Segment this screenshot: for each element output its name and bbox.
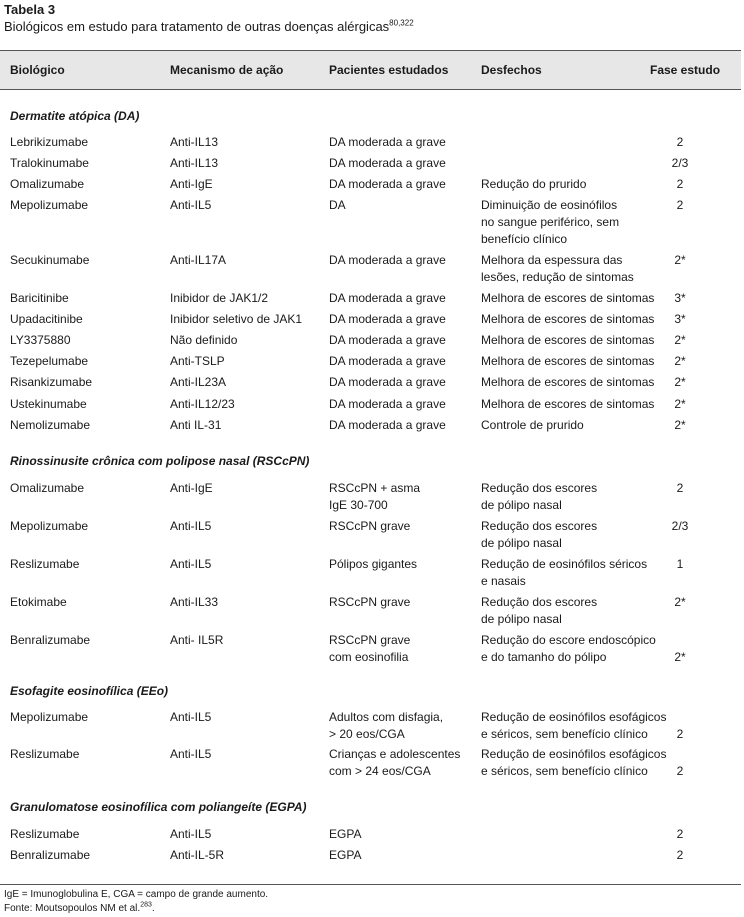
cell-fase: 2: [676, 764, 684, 778]
cell-pacientes: DA moderada a grave: [329, 354, 446, 368]
cell-biologico: Mepolizumabe: [10, 710, 89, 724]
cell-biologico: Omalizumabe: [10, 177, 85, 191]
cell-desfechos: Redução de eosinófilos esofágicos e séricos, sem benefício clínico: [481, 710, 667, 741]
cell-mecanismo: Anti-IL5: [170, 710, 212, 724]
cell-desfechos: Melhora da espessura das lesões, redução de sintomas: [481, 253, 634, 284]
cell-biologico: Etokimabe: [10, 595, 67, 609]
cell-fase: 2*: [674, 418, 686, 432]
cell-fase: 2: [676, 727, 684, 741]
cell-fase: 2*: [674, 375, 686, 389]
table-bottom-rule: [0, 884, 741, 885]
table-header: [0, 50, 741, 90]
cell-fase: 2*: [674, 253, 686, 267]
cell-mecanismo: Inibidor seletivo de JAK1: [170, 312, 303, 326]
cell-fase: 2*: [674, 354, 686, 368]
cell-biologico: Mepolizumabe: [10, 198, 89, 212]
cell-pacientes: DA moderada a grave: [329, 156, 446, 170]
cell-mecanismo: Anti-IL33: [170, 595, 219, 609]
cell-mecanismo: Anti-IL5: [170, 557, 212, 571]
cell-fase: 2: [676, 198, 684, 212]
cell-fase: 3*: [674, 291, 686, 305]
cell-mecanismo: Anti-TSLP: [170, 354, 225, 368]
source-end: .: [151, 903, 155, 914]
cell-mecanismo: Anti-IL5: [170, 519, 212, 533]
table-title: Tabela 3: [4, 2, 56, 17]
cell-mecanismo: Anti-IL13: [170, 156, 219, 170]
section-title: Dermatite atópica (DA): [10, 109, 140, 123]
cell-mecanismo: Anti-IgE: [170, 177, 213, 191]
cell-biologico: Lebrikizumabe: [10, 135, 89, 149]
cell-biologico: Upadacitinibe: [10, 312, 83, 326]
source-text: Fonte: Moutsopoulos NM et al.: [4, 903, 141, 914]
cell-pacientes: DA moderada a grave: [329, 291, 446, 305]
cell-mecanismo: Não definido: [170, 333, 238, 347]
cell-fase: 2/3: [671, 519, 689, 533]
cell-fase: 2*: [674, 650, 686, 664]
cell-mecanismo: Anti IL-31: [170, 418, 222, 432]
cell-biologico: Baricitinibe: [10, 291, 69, 305]
cell-pacientes: Crianças e adolescentes com > 24 eos/CGA: [329, 747, 461, 778]
cell-mecanismo: Anti-IL5: [170, 827, 212, 841]
cell-mecanismo: Anti-IL13: [170, 135, 219, 149]
cell-pacientes: RSCcPN + asma IgE 30-700: [329, 481, 421, 512]
cell-fase: 2*: [674, 397, 686, 411]
cell-mecanismo: Anti-IL23A: [170, 375, 227, 389]
cell-mecanismo: Anti- IL5R: [170, 633, 224, 647]
cell-biologico: Reslizumabe: [10, 557, 80, 571]
cell-pacientes: DA moderada a grave: [329, 312, 446, 326]
cell-fase: 2: [676, 177, 684, 191]
cell-desfechos: Melhora de escores de sintomas: [481, 375, 655, 389]
cell-biologico: Omalizumabe: [10, 481, 85, 495]
cell-pacientes: DA moderada a grave: [329, 397, 446, 411]
cell-pacientes: EGPA: [329, 848, 362, 862]
cell-mecanismo: Anti-IL5: [170, 747, 212, 761]
section-title: Esofagite eosinofílica (EEo): [10, 684, 169, 698]
header-biologico: Biológico: [10, 63, 65, 77]
cell-biologico: Mepolizumabe: [10, 519, 89, 533]
header-pacientes: Pacientes estudados: [329, 63, 449, 77]
header-fase: Fase estudo: [650, 63, 721, 77]
cell-desfechos: Melhora de escores de sintomas: [481, 291, 655, 305]
cell-desfechos: Redução de eosinófilos séricos e nasais: [481, 557, 648, 588]
cell-pacientes: RSCcPN grave: [329, 519, 411, 533]
header-mecanismo: Mecanismo de ação: [170, 63, 284, 77]
cell-fase: 2/3: [671, 156, 689, 170]
cell-mecanismo: Anti-IL5: [170, 198, 212, 212]
cell-biologico: Nemolizumabe: [10, 418, 91, 432]
cell-desfechos: Melhora de escores de sintomas: [481, 397, 655, 411]
cell-desfechos: Redução de eosinófilos esofágicos e séricos, sem benefício clínico: [481, 747, 667, 778]
footnote-source: [4, 903, 155, 914]
cell-desfechos: Redução do escore endoscópico e do tamanho do pólipo: [481, 633, 656, 664]
cell-pacientes: DA moderada a grave: [329, 253, 446, 267]
cell-pacientes: DA: [329, 198, 346, 212]
cell-biologico: Reslizumabe: [10, 747, 80, 761]
cell-fase: 2: [676, 135, 684, 149]
cell-fase: 2*: [674, 595, 686, 609]
cell-biologico: Benralizumabe: [10, 848, 91, 862]
header-desfechos: Desfechos: [481, 63, 542, 77]
cell-fase: 2: [676, 848, 684, 862]
cell-fase: 2: [676, 827, 684, 841]
cell-fase: 3*: [674, 312, 686, 326]
cell-desfechos: Diminuição de eosinófilos no sangue periférico, sem benefício clínico: [481, 198, 620, 246]
cell-desfechos: Redução dos escores de pólipo nasal: [481, 595, 598, 626]
cell-biologico: Benralizumabe: [10, 633, 91, 647]
cell-fase: 1: [676, 557, 684, 571]
cell-pacientes: RSCcPN grave: [329, 595, 411, 609]
cell-desfechos: Redução dos escores de pólipo nasal: [481, 519, 598, 550]
table-subtitle: [4, 19, 414, 34]
cell-fase: 2: [676, 481, 684, 495]
cell-desfechos: Melhora de escores de sintomas: [481, 333, 655, 347]
cell-pacientes: Adultos com disfagia, > 20 eos/CGA: [329, 710, 444, 741]
cell-pacientes: RSCcPN grave com eosinofilia: [329, 633, 411, 664]
cell-desfechos: Controle de prurido: [481, 418, 584, 432]
cell-mecanismo: Inibidor de JAK1/2: [170, 291, 269, 305]
cell-biologico: Tezepelumabe: [10, 354, 89, 368]
cell-biologico: Tralokinumabe: [10, 156, 89, 170]
cell-biologico: Risankizumabe: [10, 375, 93, 389]
cell-mecanismo: Anti-IgE: [170, 481, 213, 495]
cell-fase: 2*: [674, 333, 686, 347]
source-ref: 283: [140, 901, 152, 909]
cell-desfechos: Melhora de escores de sintomas: [481, 312, 655, 326]
cell-mecanismo: Anti-IL-5R: [170, 848, 225, 862]
footnote-abbreviations: IgE = Imunoglobulina E, CGA = campo de grande aumento.: [4, 889, 269, 900]
cell-biologico: LY3375880: [10, 333, 71, 347]
cell-desfechos: Redução dos escores de pólipo nasal: [481, 481, 598, 512]
cell-pacientes: DA moderada a grave: [329, 333, 446, 347]
subtitle-text: Biológicos em estudo para tratamento de outras doenças alérgicas: [4, 19, 390, 34]
subtitle-refs: 80,322: [389, 18, 414, 28]
cell-mecanismo: Anti-IL17A: [170, 253, 227, 267]
cell-pacientes: DA moderada a grave: [329, 375, 446, 389]
cell-pacientes: DA moderada a grave: [329, 135, 446, 149]
section-title: Granulomatose eosinofílica com poliangeíte (EGPA): [10, 800, 307, 814]
cell-mecanismo: Anti-IL12/23: [170, 397, 235, 411]
cell-pacientes: DA moderada a grave: [329, 418, 446, 432]
cell-pacientes: EGPA: [329, 827, 362, 841]
section-title: Rinossinusite crônica com polipose nasal (RSCcPN): [10, 454, 310, 468]
cell-desfechos: Melhora de escores de sintomas: [481, 354, 655, 368]
cell-biologico: Reslizumabe: [10, 827, 80, 841]
cell-pacientes: Pólipos gigantes: [329, 557, 418, 571]
cell-pacientes: DA moderada a grave: [329, 177, 446, 191]
cell-biologico: Ustekinumabe: [10, 397, 87, 411]
cell-desfechos: Redução do prurido: [481, 177, 587, 191]
cell-biologico: Secukinumabe: [10, 253, 90, 267]
